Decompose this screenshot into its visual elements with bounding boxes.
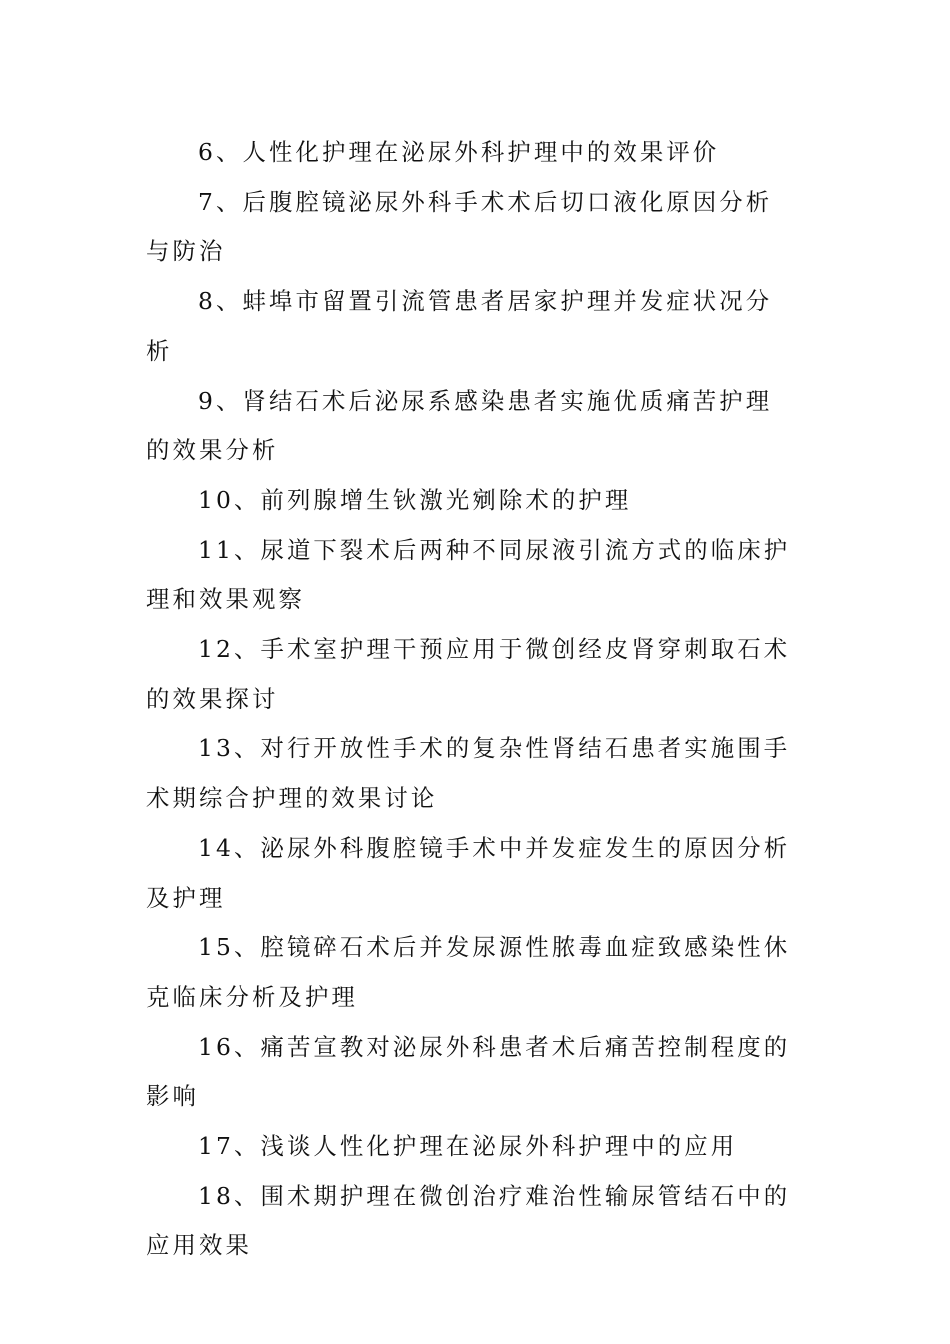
list-item-12: 12、手术室护理干预应用于微创经皮肾穿刺取石术的效果探讨 (146, 635, 791, 713)
list-item-18: 18、围术期护理在微创治疗难治性输尿管结石中的应用效果 (146, 1181, 791, 1260)
list-item-14: 14、泌尿外科腹腔镜手术中并发症发生的原因分析及护理 (146, 833, 791, 912)
list-item-17: 17、浅谈人性化护理在泌尿外科护理中的应用 (198, 1132, 738, 1161)
reference-list (146, 128, 796, 1271)
list-item-15: 15、腔镜碎石术后并发尿源性脓毒血症致感染性休克临床分析及护理 (146, 933, 791, 1011)
list-item-11: 11、尿道下裂术后两种不同尿液引流方式的临床护理和效果观察 (146, 535, 791, 614)
list-item-16: 16、痛苦宣教对泌尿外科患者术后痛苦控制程度的影响 (146, 1032, 791, 1111)
list-item-13: 13、对行开放性手术的复杂性肾结石患者实施围手术期综合护理的效果讨论 (146, 734, 791, 813)
list-item-6: 6、人性化护理在泌尿外科护理中的效果评价 (198, 138, 720, 166)
list-item-7: 7、后腹腔镜泌尿外科手术术后切口液化原因分析与防治 (146, 187, 773, 266)
list-item-10: 10、前列腺增生钬激光剜除术的护理 (198, 485, 632, 514)
list-item-8: 8、蚌埠市留置引流管患者居家护理并发症状况分析 (146, 287, 773, 365)
list-item-9: 9、肾结石术后泌尿系感染患者实施优质痛苦护理的效果分析 (146, 386, 773, 465)
